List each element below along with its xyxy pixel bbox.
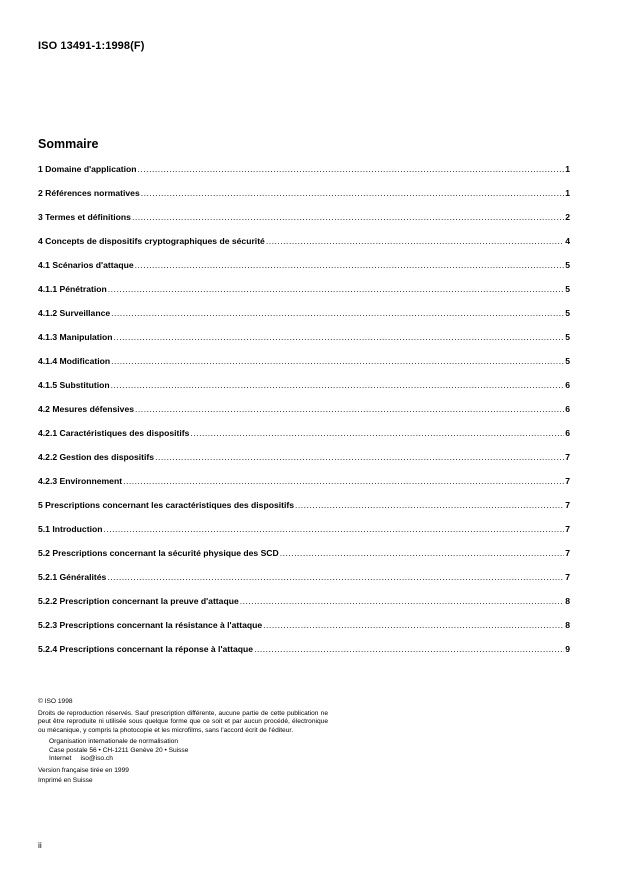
toc-entry-page: 8: [565, 596, 570, 606]
toc-entry-label: 5.2.4 Prescriptions concernant la réponse à l'attaque: [38, 644, 254, 654]
publisher-address: [38, 738, 328, 764]
rights-statement: Droits de reproduction réservés. Sauf prescription différente, aucune partie de cette publication ne peut être reproduite ni utilisée sous quelque forme que ce soit et par aucun procédé, électronique ou mécanique, y compris la photocopie et les microfilms, sans l'accord écrit de l'éditeur.: [38, 709, 328, 734]
toc-entry[interactable]: [38, 356, 570, 380]
page-number: ii: [38, 840, 42, 850]
toc-entry[interactable]: [38, 236, 570, 260]
toc-entry[interactable]: [38, 500, 570, 524]
toc-entry[interactable]: [38, 308, 570, 332]
toc-entry[interactable]: [38, 428, 570, 452]
printed-note: Imprimé en Suisse: [38, 777, 93, 784]
toc-entry-page: 5: [565, 284, 570, 294]
toc-entry-label: 4.1.3 Manipulation: [38, 332, 113, 342]
toc-entry-label: 5.2.1 Généralités: [38, 572, 107, 582]
toc-entry-page: 6: [565, 404, 570, 414]
toc-entry[interactable]: [38, 644, 570, 668]
toc-entry-page: 6: [565, 380, 570, 390]
toc-leader-dots: [132, 212, 564, 222]
toc-entry-page: 6: [565, 428, 570, 438]
toc-entry-label: 3 Termes et définitions: [38, 212, 131, 222]
toc-leader-dots: [114, 332, 565, 342]
toc-entry-label: 5.2.3 Prescriptions concernant la résistance à l'attaque: [38, 620, 263, 630]
toc-entry-label: 4.1.4 Modification: [38, 356, 111, 366]
version-note: Version française tirée en 1999: [38, 766, 129, 774]
toc-entry[interactable]: [38, 572, 570, 596]
toc-entry-page: 5: [565, 356, 570, 366]
organisation-name: Organisation internationale de normalisation: [49, 738, 179, 745]
toc-entry-page: 8: [565, 620, 570, 630]
toc-entry-page: 5: [565, 332, 570, 342]
toc-entry[interactable]: [38, 548, 570, 572]
table-of-contents: [38, 164, 570, 668]
toc-leader-dots: [103, 524, 564, 534]
toc-entry[interactable]: [38, 476, 570, 500]
toc-entry[interactable]: [38, 164, 570, 188]
toc-entry-label: 5.1 Introduction: [38, 524, 103, 534]
toc-entry-page: 5: [565, 308, 570, 318]
toc-entry-page: 7: [565, 500, 570, 510]
toc-entry[interactable]: [38, 596, 570, 620]
toc-entry-label: 4.2 Mesures défensives: [38, 404, 135, 414]
toc-entry-label: 4 Concepts de dispositifs cryptographiques de sécurité: [38, 236, 265, 246]
toc-leader-dots: [266, 236, 564, 246]
toc-entry[interactable]: [38, 620, 570, 644]
toc-leader-dots: [190, 428, 564, 438]
toc-leader-dots: [155, 452, 564, 462]
toc-entry-label: 2 Références normatives: [38, 188, 140, 198]
toc-entry-page: 7: [565, 476, 570, 486]
toc-entry-label: 4.1.2 Surveillance: [38, 308, 111, 318]
toc-leader-dots: [111, 380, 565, 390]
postal-address: Case postale 56 • CH-1211 Genève 20 • Suisse: [49, 746, 189, 754]
toc-entry-page: 7: [565, 572, 570, 582]
toc-entry-label: 1 Domaine d'application: [38, 164, 137, 174]
toc-leader-dots: [240, 596, 564, 606]
toc-leader-dots: [280, 548, 565, 558]
toc-entry-label: 4.1.1 Pénétration: [38, 284, 107, 294]
toc-leader-dots: [138, 164, 565, 174]
toc-leader-dots: [111, 356, 564, 366]
document-header: ISO 13491-1:1998(F): [38, 40, 145, 52]
toc-leader-dots: [135, 404, 564, 414]
toc-entry-label: 4.1.5 Substitution: [38, 380, 110, 390]
toc-entry[interactable]: [38, 260, 570, 284]
toc-leader-dots: [111, 308, 564, 318]
toc-entry-label: 4.2.2 Gestion des dispositifs: [38, 452, 155, 462]
toc-leader-dots: [135, 260, 565, 270]
toc-entry[interactable]: [38, 332, 570, 356]
toc-entry[interactable]: [38, 524, 570, 548]
toc-entry[interactable]: [38, 284, 570, 308]
toc-entry-page: 5: [565, 260, 570, 270]
toc-entry[interactable]: [38, 404, 570, 428]
toc-leader-dots: [254, 644, 564, 654]
toc-entry[interactable]: [38, 188, 570, 212]
toc-entry-label: 4.2.1 Caractéristiques des dispositifs: [38, 428, 190, 438]
toc-entry-label: 5.2 Prescriptions concernant la sécurité physique des SCD: [38, 548, 279, 558]
toc-entry-page: 7: [565, 524, 570, 534]
toc-entry[interactable]: [38, 380, 570, 404]
toc-leader-dots: [123, 476, 564, 486]
toc-entry-page: 1: [565, 188, 570, 198]
copyright-block: [38, 698, 328, 786]
toc-entry-page: 7: [565, 452, 570, 462]
toc-entry-page: 9: [565, 644, 570, 654]
toc-entry-label: 5.2.2 Prescription concernant la preuve d'attaque: [38, 596, 239, 606]
toc-entry-page: 2: [565, 212, 570, 222]
toc-leader-dots: [108, 284, 564, 294]
toc-title: Sommaire: [38, 137, 99, 151]
toc-leader-dots: [107, 572, 564, 582]
toc-leader-dots: [295, 500, 564, 510]
toc-leader-dots: [263, 620, 564, 630]
toc-entry-page: 7: [565, 548, 570, 558]
toc-leader-dots: [141, 188, 564, 198]
toc-entry-label: 4.1 Scénarios d'attaque: [38, 260, 134, 270]
toc-entry-page: 1: [565, 164, 570, 174]
toc-entry-label: 5 Prescriptions concernant les caractéristiques des dispositifs: [38, 500, 294, 510]
toc-entry[interactable]: [38, 452, 570, 476]
toc-entry-page: 4: [565, 236, 570, 246]
internet-contact: Internet iso@iso.ch: [49, 755, 113, 762]
copyright-notice: © ISO 1998: [38, 698, 73, 705]
toc-entry[interactable]: [38, 212, 570, 236]
toc-entry-label: 4.2.3 Environnement: [38, 476, 123, 486]
